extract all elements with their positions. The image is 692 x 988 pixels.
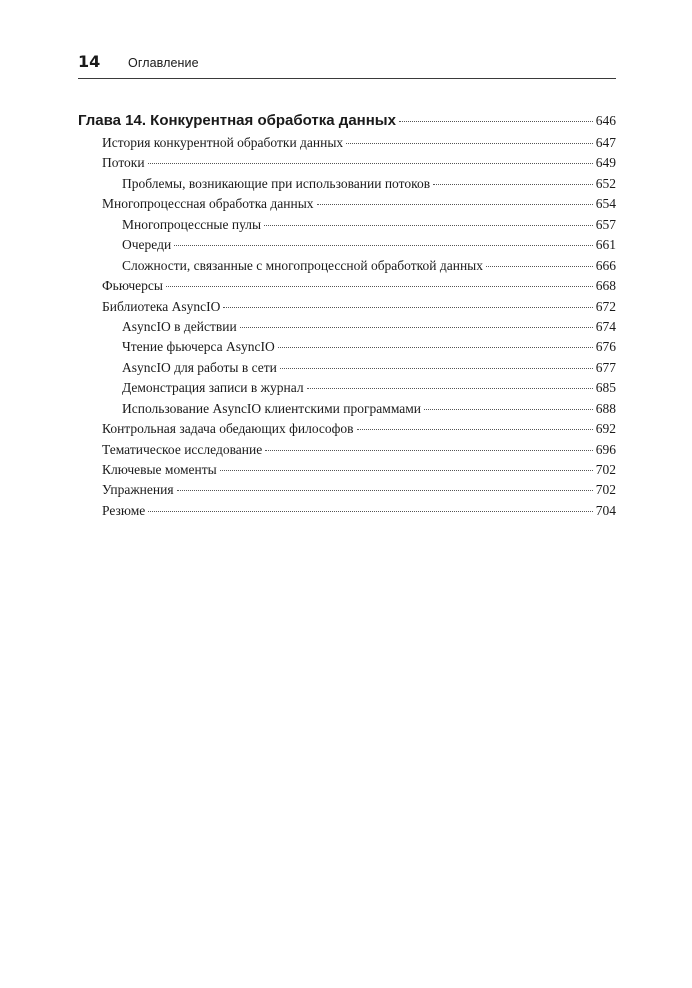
toc-entry[interactable] bbox=[78, 360, 616, 380]
toc-entry-title: Многопроцессная обработка данных bbox=[102, 196, 314, 212]
toc-entry[interactable] bbox=[78, 401, 616, 421]
toc-entry-page: 661 bbox=[595, 237, 616, 253]
dot-leader bbox=[433, 184, 593, 185]
toc-entry-page: 676 bbox=[595, 339, 616, 355]
dot-leader bbox=[357, 429, 593, 430]
toc-entry-page: 688 bbox=[595, 400, 616, 416]
toc-entry-title: Фьючерсы bbox=[102, 278, 163, 294]
toc-entry-page: 702 bbox=[595, 462, 616, 477]
toc-entry-title: Ключевые моменты bbox=[102, 462, 217, 477]
toc-entry[interactable] bbox=[78, 319, 616, 339]
dot-leader bbox=[307, 388, 593, 389]
toc-entry-page: 685 bbox=[595, 380, 616, 396]
toc-entry[interactable] bbox=[78, 421, 616, 441]
dot-leader bbox=[174, 245, 593, 246]
toc-entry-page: 657 bbox=[595, 216, 616, 232]
toc-entry-title: Тематическое исследование bbox=[102, 441, 263, 457]
toc-entry-title: История конкурентной обработки данных bbox=[102, 135, 344, 150]
toc-entry-title: Контрольная задача обедающих философов bbox=[102, 421, 354, 437]
toc-entry[interactable] bbox=[78, 237, 616, 257]
dot-leader bbox=[278, 347, 593, 348]
toc-entry-page: 672 bbox=[595, 298, 616, 314]
dot-leader bbox=[220, 470, 593, 471]
toc-entry-title: AsyncIO в действии bbox=[122, 318, 237, 334]
toc-entry[interactable] bbox=[78, 217, 616, 237]
chapter-title: Глава 14. Конкурентная обработка данных bbox=[78, 112, 396, 129]
toc-entry-page: 696 bbox=[595, 441, 616, 457]
dot-leader bbox=[264, 225, 593, 226]
toc-entry-title: Многопроцессные пулы bbox=[122, 216, 262, 232]
toc-entry[interactable] bbox=[78, 135, 616, 155]
toc-entry-page: 674 bbox=[595, 318, 616, 334]
toc-entry-page: 649 bbox=[595, 155, 616, 171]
page-header bbox=[78, 52, 616, 79]
table-of-contents bbox=[78, 112, 616, 523]
toc-entry[interactable] bbox=[78, 258, 616, 278]
dot-leader bbox=[240, 327, 593, 328]
toc-entry-page: 704 bbox=[595, 502, 616, 518]
toc-entry-page: 666 bbox=[595, 257, 616, 273]
dot-leader bbox=[317, 204, 593, 205]
dot-leader bbox=[280, 368, 593, 369]
toc-entry-title: Резюме bbox=[102, 502, 146, 518]
toc-entry-title: Сложности, связанные с многопроцессной обработкой данных bbox=[122, 257, 483, 273]
toc-entry-title: Демонстрация записи в журнал bbox=[122, 380, 304, 396]
toc-entry-title: Проблемы, возникающие при использовании потоков bbox=[122, 175, 431, 191]
toc-entry-title: Потоки bbox=[102, 155, 145, 171]
toc-entry[interactable] bbox=[78, 176, 616, 196]
dot-leader bbox=[148, 511, 592, 512]
toc-entries bbox=[78, 135, 616, 523]
dot-leader bbox=[223, 307, 592, 308]
toc-entry-page: 654 bbox=[595, 196, 616, 212]
toc-entry-page: 652 bbox=[595, 175, 616, 191]
toc-entry[interactable] bbox=[78, 442, 616, 462]
toc-entry-page: 702 bbox=[595, 482, 616, 498]
toc-entry[interactable] bbox=[78, 155, 616, 175]
running-title: Оглавление bbox=[128, 56, 199, 70]
toc-entry[interactable] bbox=[78, 196, 616, 216]
toc-entry[interactable] bbox=[78, 339, 616, 359]
dot-leader bbox=[265, 450, 593, 451]
dot-leader bbox=[177, 490, 593, 491]
toc-entry-page: 692 bbox=[595, 421, 616, 437]
toc-entry[interactable] bbox=[78, 503, 616, 523]
toc-entry-title: AsyncIO для работы в сети bbox=[122, 359, 277, 375]
toc-entry-title: Использование AsyncIO клиентскими программами bbox=[122, 400, 422, 416]
toc-entry[interactable] bbox=[78, 299, 616, 319]
toc-entry-title: Чтение фьючерса AsyncIO bbox=[122, 339, 275, 355]
toc-entry-title: Очереди bbox=[122, 237, 172, 253]
toc-entry[interactable] bbox=[78, 462, 616, 482]
chapter-entry[interactable] bbox=[78, 112, 616, 134]
toc-entry-title: Библиотека AsyncIO bbox=[102, 298, 221, 314]
toc-entry-page: 647 bbox=[595, 135, 616, 150]
page-number: 14 bbox=[78, 52, 101, 71]
toc-entry-page: 677 bbox=[595, 359, 616, 375]
chapter-page: 646 bbox=[595, 113, 616, 128]
toc-entry[interactable] bbox=[78, 380, 616, 400]
toc-entry-title: Упражнения bbox=[102, 482, 174, 498]
dot-leader bbox=[148, 163, 593, 164]
dot-leader bbox=[346, 143, 593, 144]
toc-entry[interactable] bbox=[78, 482, 616, 502]
dot-leader bbox=[486, 266, 593, 267]
dot-leader bbox=[399, 121, 593, 122]
dot-leader bbox=[166, 286, 593, 287]
toc-entry-page: 668 bbox=[595, 278, 616, 294]
toc-entry[interactable] bbox=[78, 278, 616, 298]
dot-leader bbox=[424, 409, 593, 410]
